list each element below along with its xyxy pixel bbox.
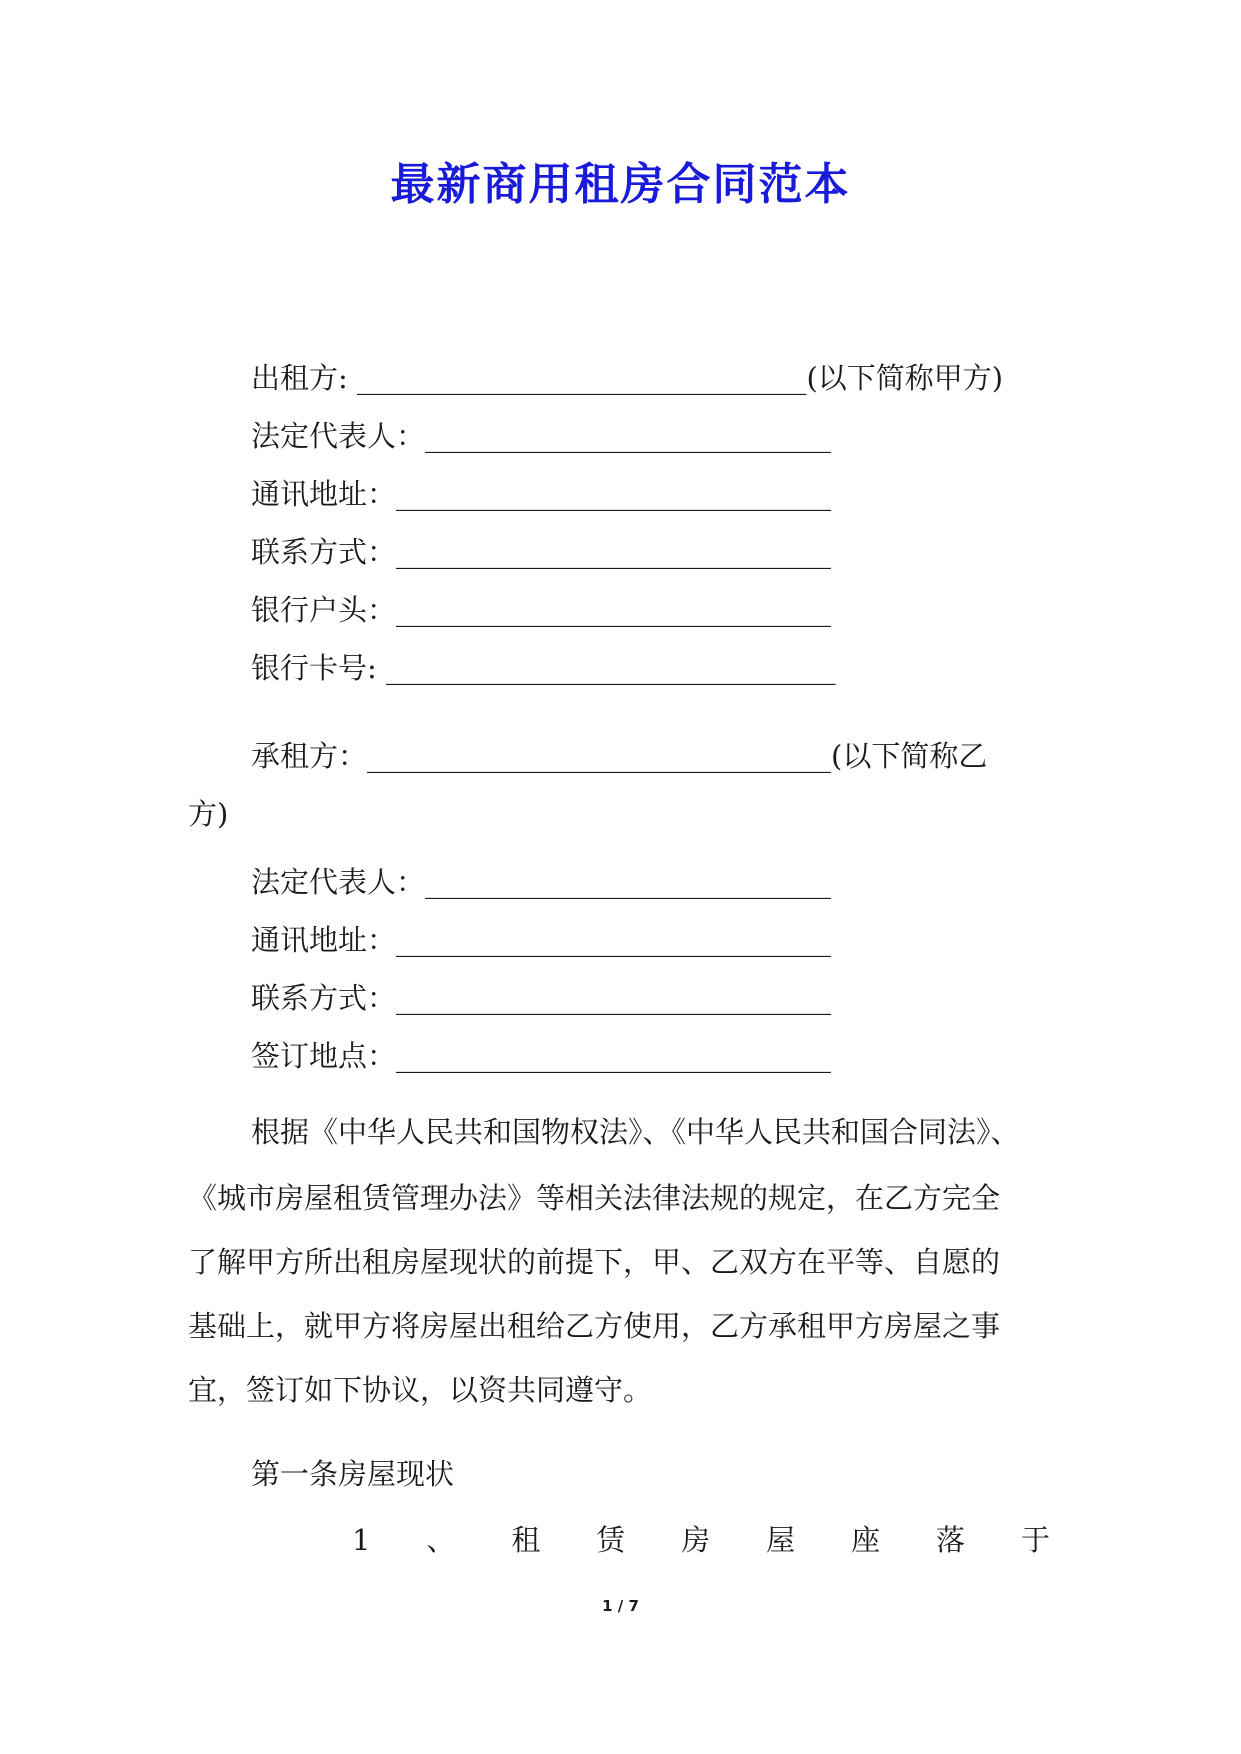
lessor-bank-card-line: 银行卡号: _______________________________ [251, 651, 836, 685]
lessor-contact-line: 联系方式：______________________________ [251, 535, 832, 569]
lessee-legal-rep-line: 法定代表人：____________________________ [251, 865, 832, 899]
lessor-bank-account-name-line: 银行户头：______________________________ [251, 593, 832, 627]
page-number: 1 / 7 [602, 1597, 639, 1615]
signing-location-line: 签订地点：______________________________ [251, 1039, 832, 1073]
preamble-line-3: 了解甲方所出租房屋现状的前提下，甲、乙双方在平等、自愿的 [188, 1245, 1001, 1279]
lessor-name-line: 出租方: _______________________________(以下简称甲方) [251, 361, 1004, 395]
preamble-line-2: 《城市房屋租赁管理办法》等相关法律法规的规定，在乙方完全 [188, 1181, 1001, 1215]
article-1-item-1-char: 房 [681, 1523, 711, 1557]
article-1-item-1-char: 落 [936, 1523, 966, 1557]
lessee-name-line-continued: 方) [188, 797, 229, 831]
article-1-item-1-char: 、 [426, 1523, 456, 1557]
document-title: 最新商用租房合同范本 [390, 159, 851, 210]
article-1-item-1-char: 赁 [596, 1523, 626, 1557]
preamble-line-4: 基础上，就甲方将房屋出租给乙方使用，乙方承租甲方房屋之事 [188, 1309, 1001, 1343]
lessee-name-line: 承租方：________________________________(以下简称乙 [251, 739, 988, 773]
article-1-item-1-char: 租 [511, 1523, 541, 1557]
article-1-item-1-char: 1 [352, 1523, 371, 1557]
preamble-line-1: 根据《中华人民共和国物权法》、《中华人民共和国合同法》、 [251, 1115, 1020, 1149]
lessor-address-line: 通讯地址：______________________________ [251, 477, 832, 511]
article-1-item-1-char: 于 [1020, 1523, 1050, 1557]
preamble-line-5: 宜，签订如下协议，以资共同遵守。 [188, 1373, 653, 1407]
article-1-heading: 第一条房屋现状 [251, 1457, 455, 1491]
article-1-item-1-char: 座 [851, 1523, 881, 1557]
article-1-item-1-line [352, 1520, 1050, 1560]
lessee-address-line: 通讯地址：______________________________ [251, 923, 832, 957]
lessor-legal-rep-line: 法定代表人：____________________________ [251, 419, 832, 453]
lessee-contact-line: 联系方式：______________________________ [251, 981, 832, 1015]
article-1-item-1-char: 屋 [766, 1523, 796, 1557]
